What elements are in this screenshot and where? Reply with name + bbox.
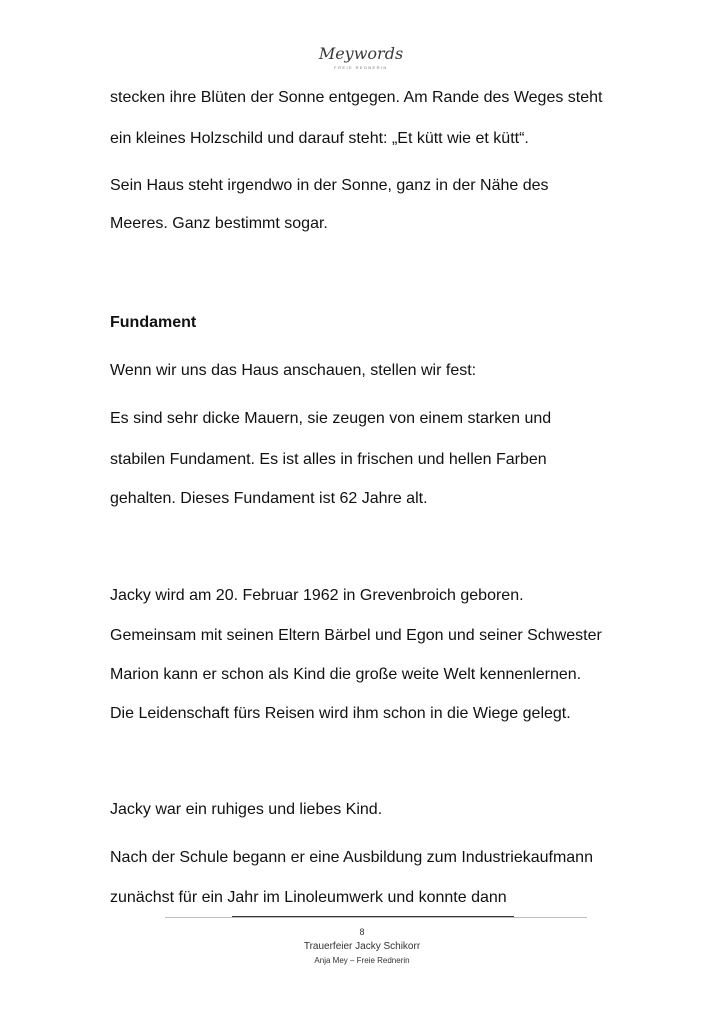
meywords-logo [318, 46, 404, 76]
body-text-line: gehalten. Dieses Fundament ist 62 Jahre alt. [110, 490, 428, 507]
body-text-line: Die Leidenschaft fürs Reisen wird ihm schon in die Wiege gelegt. [110, 705, 571, 722]
body-text-line: ein kleines Holzschild und darauf steht: „Et kütt wie et kütt“. [110, 130, 529, 147]
section-heading: Fundament [110, 314, 197, 331]
body-text-line: Meeres. Ganz bestimmt sogar. [110, 215, 328, 232]
logo-script-text: Meywords [318, 44, 404, 63]
logo-tagline: FREIE REDNERIN [334, 65, 388, 70]
body-text-line: Marion kann er schon als Kind die große weite Welt kennenlernen. [110, 666, 582, 683]
body-text-line: Nach der Schule begann er eine Ausbildung zum Industriekaufmann [110, 849, 593, 866]
body-text-line: stabilen Fundament. Es ist alles in frischen und hellen Farben [110, 451, 547, 468]
body-text-line: Es sind sehr dicke Mauern, sie zeugen von einem starken und [110, 410, 552, 427]
footer-author: Anja Mey – Freie Rednerin [314, 956, 410, 965]
body-text-line: Sein Haus steht irgendwo in der Sonne, ganz in der Nähe des [110, 177, 549, 194]
body-text-line: stecken ihre Blüten der Sonne entgegen. Am Rande des Weges steht [110, 89, 603, 106]
footer-divider-dark [232, 916, 514, 917]
body-text-line: Jacky war ein ruhiges und liebes Kind. [110, 801, 383, 818]
body-text-line: zunächst für ein Jahr im Linoleumwerk und konnte dann [110, 889, 507, 906]
body-text-line: Gemeinsam mit seinen Eltern Bärbel und Egon und seiner Schwester [110, 627, 602, 644]
body-text-line: Jacky wird am 20. Februar 1962 in Grevenbroich geboren. [110, 587, 524, 604]
footer-title: Trauerfeier Jacky Schikorr [303, 941, 421, 952]
footer-divider-light [165, 917, 587, 918]
body-text-line: Wenn wir uns das Haus anschauen, stellen wir fest: [110, 362, 477, 379]
page-number: 8 [359, 927, 365, 937]
